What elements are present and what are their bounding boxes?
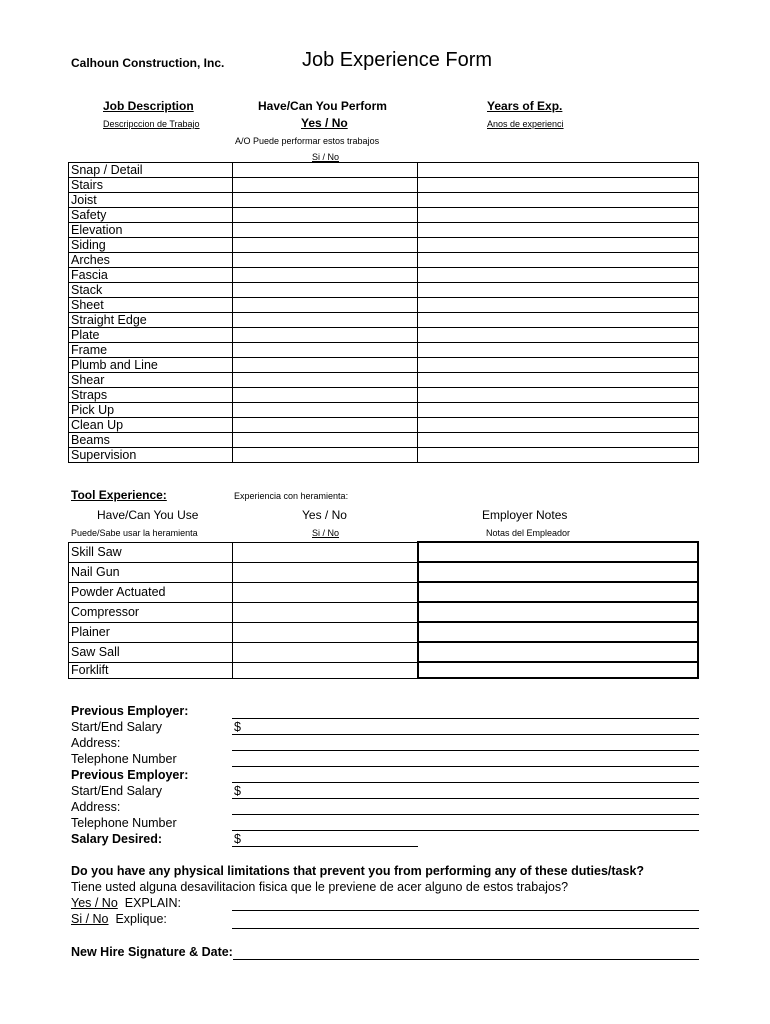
tool-yes-no-cell[interactable] [232,622,418,642]
perform-yes-no-cell[interactable] [232,283,418,298]
job-row [69,373,699,388]
perform-yes-no-cell[interactable] [232,298,418,313]
job-row [69,358,699,373]
signature-line[interactable] [233,959,699,960]
tool-row [69,542,699,562]
job-row [69,163,699,178]
perform-yes-no-cell[interactable] [232,163,418,178]
form-title: Job Experience Form [302,49,493,71]
limitations-yes-no-row [71,896,181,910]
tool-name-cell: Forklift [69,662,233,678]
years-exp-cell[interactable] [418,283,699,298]
job-description-cell: Arches [69,253,233,268]
tool-name-cell: Saw Sall [69,642,233,662]
limitations-question: Do you have any physical limitations that prevent you from performing any of these duties/task? [71,864,645,878]
job-row [69,388,699,403]
job-description-cell: Supervision [69,448,233,463]
job-description-cell: Snap / Detail [69,163,233,178]
tool-row [69,622,699,642]
tool-row [69,642,699,662]
employer-notes-cell[interactable] [418,622,698,642]
perform-heading: Have/Can You Perform [258,99,387,113]
tool-row [69,582,699,602]
explique-line[interactable] [232,928,699,929]
perform-si-no: Si / No [312,152,340,162]
years-exp-cell[interactable] [418,448,699,463]
years-exp-cell[interactable] [418,223,699,238]
job-row [69,268,699,283]
job-experience-table [68,162,699,463]
prev-employer-line-2[interactable] [232,782,699,783]
perform-yes-no-cell[interactable] [232,193,418,208]
tool-si-no: Si / No [312,528,340,538]
tool-name-cell: Skill Saw [69,542,233,562]
tool-yes-no-cell[interactable] [232,602,418,622]
salary-desired-line[interactable] [232,846,418,847]
job-row [69,403,699,418]
years-subheading: Anos de experienci [487,119,564,129]
salary-dollar-1: $ [234,720,241,734]
years-exp-cell[interactable] [418,388,699,403]
salary-desired-dollar: $ [234,832,241,846]
perform-yes-no-cell[interactable] [232,253,418,268]
job-description-heading: Job Description [103,99,194,113]
tool-yes-no-heading: Yes / No [302,508,347,522]
years-exp-cell[interactable] [418,358,699,373]
signature-label: New Hire Signature & Date: [71,945,233,959]
job-description-cell: Straight Edge [69,313,233,328]
tool-experience-subheading: Experiencia con heramienta: [234,491,349,501]
limitations-question-es: Tiene usted alguna desavilitacion fisica que le previene de acer alguno de estos trabajos? [71,880,569,894]
tool-name-cell: Powder Actuated [69,582,233,602]
address-line-2[interactable] [232,814,699,815]
job-description-cell: Straps [69,388,233,403]
address-label-2: Address: [71,800,121,814]
job-row [69,298,699,313]
job-row [69,193,699,208]
employer-notes-cell[interactable] [418,642,698,662]
years-exp-cell[interactable] [418,298,699,313]
years-exp-cell[interactable] [418,403,699,418]
employer-notes-subheading: Notas del Empleador [486,528,571,538]
years-exp-cell[interactable] [418,418,699,433]
employer-notes-cell[interactable] [418,662,698,678]
telephone-label-2: Telephone Number [71,816,177,830]
perform-yes-no-cell[interactable] [232,238,418,253]
perform-yes-no-cell[interactable] [232,268,418,283]
job-description-cell: Shear [69,373,233,388]
tool-experience-table [68,541,699,679]
salary-line-2[interactable] [232,798,699,799]
tool-yes-no-cell[interactable] [232,582,418,602]
employer-notes-heading: Employer Notes [482,508,568,522]
job-row [69,313,699,328]
job-row [69,283,699,298]
job-description-cell: Plumb and Line [69,358,233,373]
tool-yes-no-cell[interactable] [232,642,418,662]
telephone-line-1[interactable] [232,766,699,767]
explain-label: EXPLAIN: [124,896,182,910]
perform-yes-no-cell[interactable] [232,343,418,358]
tool-use-heading: Have/Can You Use [97,508,199,522]
perform-subheading: A/O Puede performar estos trabajos [235,136,380,146]
years-exp-cell[interactable] [418,328,699,343]
years-exp-cell[interactable] [418,253,699,268]
job-row [69,418,699,433]
years-exp-cell[interactable] [418,163,699,178]
explique-label: Explique: [115,912,167,926]
perform-yes-no-cell[interactable] [232,178,418,193]
job-description-cell: Clean Up [69,418,233,433]
limitations-si-no-row [71,912,167,926]
perform-yes-no-cell[interactable] [232,373,418,388]
explain-line[interactable] [232,910,699,911]
prev-employer-label-1: Previous Employer: [71,704,189,718]
years-heading: Years of Exp. [487,99,563,113]
job-description-cell: Sheet [69,298,233,313]
employer-notes-cell[interactable] [418,602,698,622]
tool-name-cell: Compressor [69,602,233,622]
tool-name-cell: Nail Gun [69,562,233,582]
job-description-cell: Elevation [69,223,233,238]
perform-yes-no-cell[interactable] [232,358,418,373]
job-description-cell: Frame [69,343,233,358]
job-row [69,178,699,193]
job-row [69,448,699,463]
perform-yes-no-cell[interactable] [232,448,418,463]
job-description-cell: Stairs [69,178,233,193]
tool-row [69,662,699,678]
perform-yes-no-cell[interactable] [232,223,418,238]
years-exp-cell[interactable] [418,313,699,328]
tool-yes-no-cell[interactable] [232,542,418,562]
tool-yes-no-cell[interactable] [232,662,418,678]
job-description-cell: Siding [69,238,233,253]
job-row [69,343,699,358]
perform-yes-no-cell[interactable] [232,208,418,223]
job-row [69,238,699,253]
employer-notes-cell[interactable] [418,562,698,582]
job-description-subheading: Descripccion de Trabajo [103,119,200,129]
years-exp-cell[interactable] [418,178,699,193]
job-description-cell: Pick Up [69,403,233,418]
company-name: Calhoun Construction, Inc. [71,56,225,70]
perform-yes-no-cell[interactable] [232,328,418,343]
job-row [69,253,699,268]
job-description-cell: Beams [69,433,233,448]
years-exp-cell[interactable] [418,433,699,448]
tool-use-subheading: Puede/Sabe usar la heramienta [71,528,198,538]
job-row [69,223,699,238]
tool-experience-heading: Tool Experience: [71,488,167,502]
telephone-label-1: Telephone Number [71,752,177,766]
job-row [69,208,699,223]
si-no-option[interactable]: Si / No [71,912,109,926]
years-exp-cell[interactable] [418,208,699,223]
job-description-cell: Fascia [69,268,233,283]
employer-notes-cell[interactable] [418,582,698,602]
perform-yes-no-cell[interactable] [232,313,418,328]
telephone-line-2[interactable] [232,830,699,831]
salary-dollar-2: $ [234,784,241,798]
perform-yes-no: Yes / No [301,116,348,130]
perform-yes-no-cell[interactable] [232,433,418,448]
tool-name-cell: Plainer [69,622,233,642]
job-row [69,433,699,448]
job-description-cell: Safety [69,208,233,223]
years-exp-cell[interactable] [418,268,699,283]
job-description-cell: Stack [69,283,233,298]
years-exp-cell[interactable] [418,343,699,358]
job-description-cell: Joist [69,193,233,208]
employer-notes-cell[interactable] [418,542,698,562]
job-row [69,328,699,343]
salary-line-1[interactable] [232,734,699,735]
tool-row [69,602,699,622]
perform-yes-no-cell[interactable] [232,418,418,433]
address-line-1[interactable] [232,750,699,751]
job-description-cell: Plate [69,328,233,343]
salary-desired-label: Salary Desired: [71,832,163,846]
tool-yes-no-cell[interactable] [232,562,418,582]
perform-yes-no-cell[interactable] [232,403,418,418]
salary-label-2: Start/End Salary [71,784,163,798]
perform-yes-no-cell[interactable] [232,388,418,403]
years-exp-cell[interactable] [418,193,699,208]
tool-row [69,562,699,582]
prev-employer-label-2: Previous Employer: [71,768,189,782]
prev-employer-line-1[interactable] [232,718,699,719]
address-label-1: Address: [71,736,121,750]
salary-label-1: Start/End Salary [71,720,163,734]
years-exp-cell[interactable] [418,373,699,388]
yes-no-option[interactable]: Yes / No [71,896,118,910]
years-exp-cell[interactable] [418,238,699,253]
